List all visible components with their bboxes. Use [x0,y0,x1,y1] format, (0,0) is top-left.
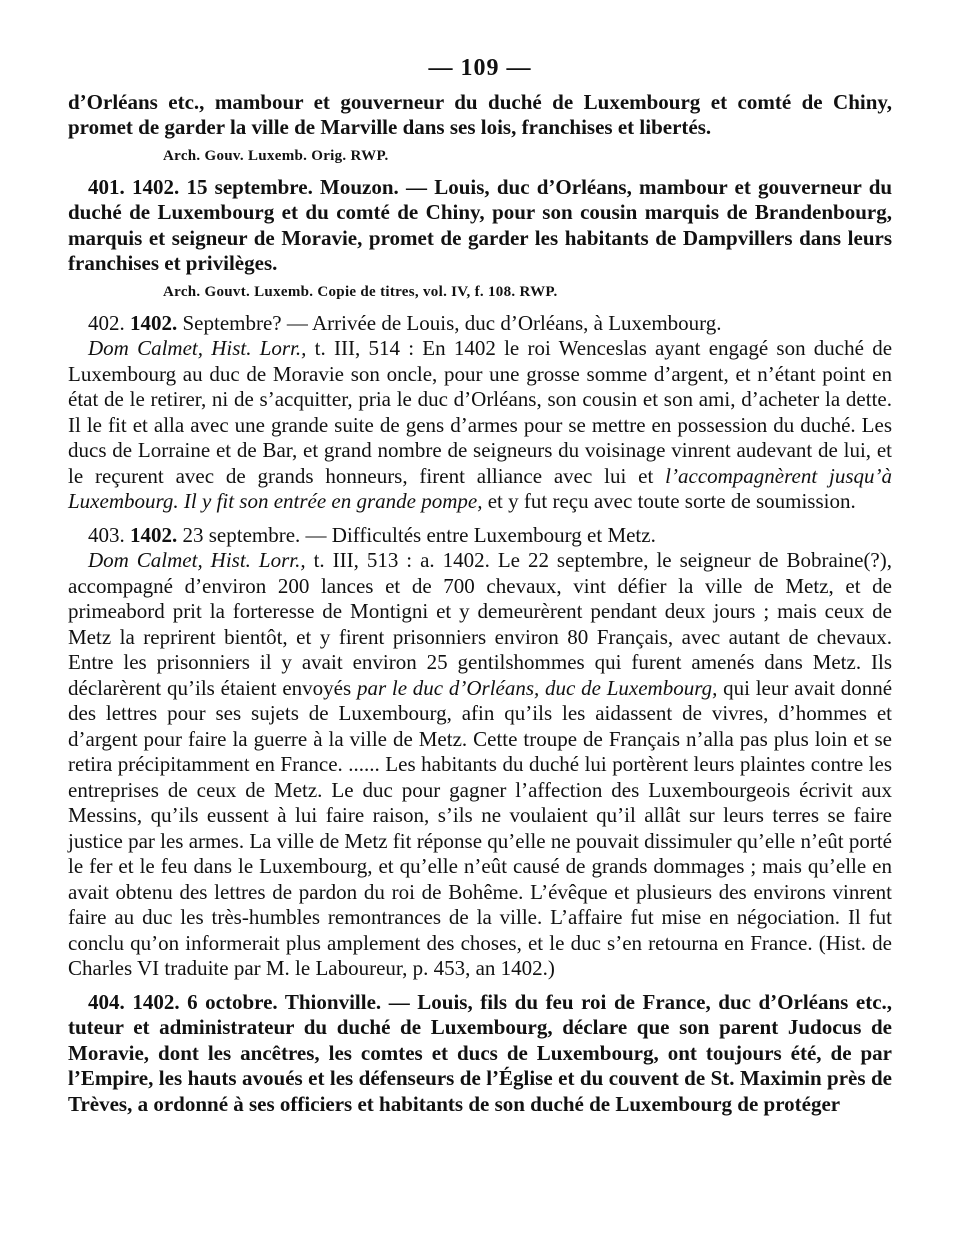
entry-403-year: 1402. [130,522,178,547]
entry-402-quote-reference: Dom Calmet, Hist. Lorr., [88,336,307,360]
entry-401-place: Mouzon. [320,174,399,199]
entry-404-text: — Louis, fils du feu roi de France, duc d’Orléans etc., tuteur et administrateur du duché de Luxembourg, déclare que son parent Judocus de Moravie, dont les ancêtres, les comtes et ducs de Luxembourg, ont toujours été, de par l’Empire, les hauts avoués et les défenseurs de l’Église et du couvent de St. Maximin près de Trèves, a ordonné à ses officiers et habitants de son duché de Luxembourg de protéger [68,989,893,1116]
entry-403-quote-reference: Dom Calmet, Hist. Lorr., [88,548,306,572]
entry-402-text: Septembre? — Arrivée de Louis, duc d’Orléans, à Luxembourg. [182,310,722,335]
entry-403-quote-italic: par le duc d’Orléans, duc de Luxembourg, [356,675,718,700]
opening-paragraph: d’Orléans etc., mambour et gouverneur du duché de Luxembourg et comté de Chiny, promet de garder la ville de Marville dans ses lois, franchises et libertés. [68,89,892,139]
entry-404-year: 1402. [132,989,180,1014]
entry-402-number: 402. [88,310,125,335]
entry-401-source: Arch. Gouvt. Luxemb. Copie de titres, vol. IV, f. 108. RWP. [163,283,558,300]
entry-404-date: 6 octobre. [187,989,278,1014]
entry-404-number: 404. [88,989,125,1014]
opening-source: Arch. Gouv. Luxemb. Orig. RWP. [163,147,389,164]
entry-404-place: Thionville. [284,989,382,1014]
entry-402-year: 1402. [130,310,178,335]
page-number: — 109 — [428,55,532,81]
entry-401-date: 15 septembre. [186,174,313,199]
entry-403-quote-text-2: qui leur avait donné des lettres pour ses sujets de Luxembourg, afin qu’ils les aidassent de vivres, d’hommes et d’argent pour faire la guerre à la ville de Metz. Cette troupe de Français n’alla pas plus loin et se retira précipitamment en France. ...... Les habitants du duché lui portèrent leurs plaintes contre les entreprises de ceux de Metz. Le duc pour gagner l’affection des Luxembourgeois écrivit aux Messins, qu’ils eussent à lui faire raison, s’ils ne voulaient qu’il allât sur leurs terres se faire justice par les armes. La ville de Metz fit réponse qu’elle ne pouvait dissimuler qu’elle n’eût porté le fer et le feu dans le Luxembourg, et qu’elle n’eût causé de grands dommages ; mais qu’elle en avait obtenu des lettres de pardon du roi de Bohême. L’évêque et plusieurs des environs vinrent faire au duc les très-humbles remontrances de la ville. L’affaire fut mise en négociation. Il fut conclu qu’on informerait plus amplement des choses, et le duc s’en retourna en France. (Hist. de Charles VI traduite par M. le Laboureur, p. 453, an 1402.) [68,675,893,980]
entry-403-quote [68,548,892,982]
entry-402-quote [68,336,892,515]
entry-403-quote-text-1: t. III, 513 : a. 1402. Le 22 septembre, le seigneur de Bobraine(?), accompagné d’environ 200 lances et de 700 chevaux, vint défier la ville de Metz, et de primeabord prit la forteresse de Montigni et y demeurèrent pendant deux jours ; mais ceux de Metz la reprirent bientôt, et y firent prisonniers environ 80 Français, avec autant de chevaux. Entre les prisonniers il y avait environ 25 gentilshommes qui furent amenés dans Metz. Ils déclarèrent qu’ils étaient envoyés [68,548,892,700]
entry-402 [68,311,892,337]
entry-401-number: 401. [88,174,125,199]
entry-403-number: 403. [88,522,125,547]
entry-404 [68,990,892,1118]
entry-402-quote-italic: l’accompagnèrent jusqu’à Luxembourg. Il y fit son entrée en grande pompe, [68,463,893,513]
entry-402-quote-text-1: t. III, 514 : En 1402 le roi Wenceslas ayant engagé son duché de Luxembourg au duc de Moravie son oncle, pour une grosse somme d’argent, et n’étant point en état de le retirer, ni de s’acquitter, pria le duc d’Orléans, son cousin et son ami, d’acheter la dette. Il le fit et alla avec une grande suite de gens d’armes pour se mettre en possession du duché. Les ducs de Lorraine et de Bar, et grand nombre de seigneurs du voisinage vinrent audevant de lui, et le reçurent avec de grands honneurs, firent alliance avec lui et [68,336,893,488]
entry-401-text: — Louis, duc d’Orléans, mambour et gouverneur du duché de Luxembourg et du comté de Chiny, pour son cousin marquis de Brandenbourg, marquis et seigneur de Moravie, promet de garder les habitants de Dampvillers dans leurs franchises et privilèges. [68,174,893,275]
entry-401-year: 1402. [131,174,180,199]
entry-403 [68,523,892,549]
entry-402-quote-text-2: et y fut reçu avec toute sorte de soumission. [487,489,856,513]
entry-401 [68,175,892,277]
entry-403-text: 23 septembre. — Difficultés entre Luxembourg et Metz. [182,522,656,547]
